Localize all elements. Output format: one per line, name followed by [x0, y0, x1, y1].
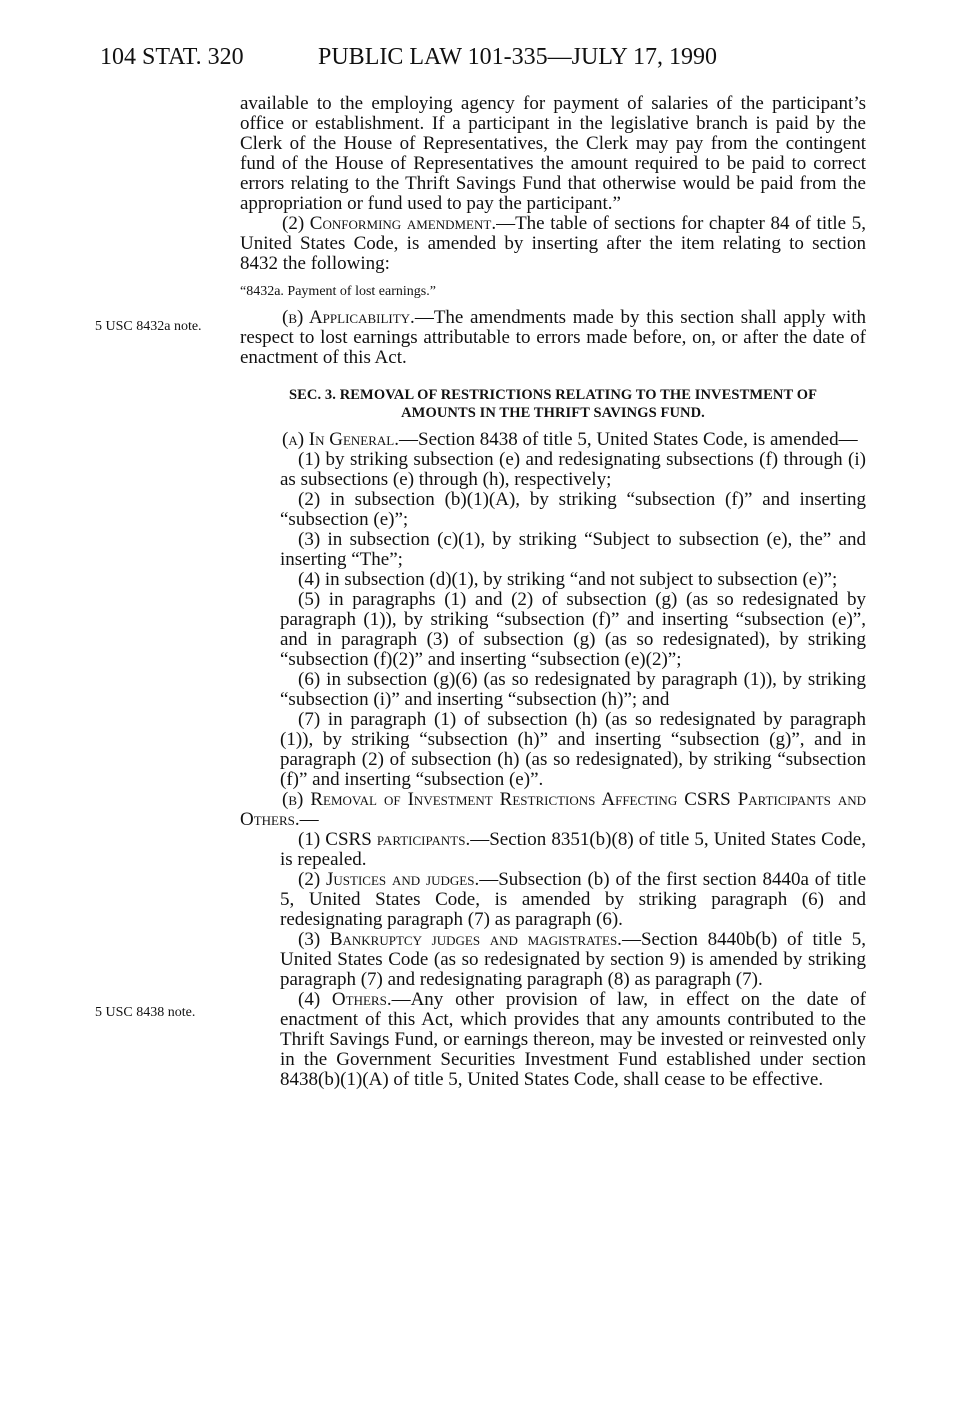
text-justices-judges: —Subsection (b) of the first section 8440a of title 5, United States Code, is amended by striking paragraph (6) and redesignating paragraph (7) as paragraph (6). [280, 869, 867, 930]
document-body [240, 94, 866, 1090]
text-in-general: —Section 8438 of title 5, United States Code, is amended— [399, 429, 858, 450]
page-stat-number: 104 STAT. 320 [100, 44, 244, 70]
list-item-a7: (7) in paragraph (1) of subsection (h) (as so redesignated by paragraph (1)), by striking “subsection (h)” and inserting “subsection (g)”, and in paragraph (2) of subsection (h) (as so redesignated), by striking “subsection (f)” and inserting “subsection (e)”. [280, 709, 866, 790]
list-item-a3: (3) in subsection (c)(1), by striking “Subject to subsection (e), the” and inserting “The”; [280, 529, 866, 570]
list-item-a1: (1) by striking subsection (e) and redesignating subsections (f) through (i) as subsections (e) through (h), respectively; [280, 449, 866, 490]
inserted-item-quote: “8432a. Payment of lost earnings.” [240, 284, 436, 299]
heading-applicability: (b) Applicability. [282, 307, 415, 328]
heading-others: (4) Others. [298, 989, 392, 1010]
heading-conforming-amendment: (2) Conforming amendment. [282, 213, 497, 234]
page-running-title: PUBLIC LAW 101-335—JULY 17, 1990 [318, 44, 717, 70]
paragraph-in-general [240, 430, 866, 450]
paragraph-removal-restrictions [240, 790, 866, 830]
section-3-heading-line1: SEC. 3. REMOVAL OF RESTRICTIONS RELATING TO THE INVESTMENT OF [288, 387, 818, 403]
paragraph-conforming-amendment [240, 214, 866, 274]
list-item-a4: (4) in subsection (d)(1), by striking “and not subject to subsection (e)”; [298, 569, 838, 590]
text-applicability: —The amendments made by this section shall apply with respect to lost earnings attributable to errors made before, on, or after the date of enactment of this Act. [240, 307, 867, 368]
heading-in-general: (a) In General. [282, 429, 399, 450]
list-item-b3 [240, 930, 866, 990]
list-item-b1 [240, 830, 866, 870]
text-others: —Any other provision of law, in effect on the date of enactment of this Act, which provides that any amounts contributed to the Thrift Savings Fund, or earnings thereon, may be invested or reinvested only in the Government Securities Investment Fund established under section 8438(b)(1)(A) of title 5, United States Code, shall cease to be effective. [280, 989, 867, 1090]
list-item-b4 [240, 990, 866, 1090]
list-item-a2: (2) in subsection (b)(1)(A), by striking “subsection (f)” and inserting “subsection (e)”; [280, 489, 866, 530]
heading-removal-restrictions: (b) Removal of Investment Restrictions Affecting CSRS Participants and Others. [240, 789, 866, 830]
margin-note-8432a: 5 USC 8432a note. [95, 319, 202, 334]
list-item-a5: (5) in paragraphs (1) and (2) of subsection (g) (as so redesignated by paragraph (1)), by striking “subsection (f)” and inserting “subsection (e)”, and in paragraph (3) of subsection (g) (as so redesignated), by striking “subsection (f)(2)” and inserting “subsection (e)(2)”; [280, 589, 866, 670]
heading-bankruptcy-judges: (3) Bankruptcy judges and magistrates. [298, 929, 622, 950]
text-bankruptcy-judges: —Section 8440b(b) of title 5, United States Code (as so redesignated by section 9) is amended by striking paragraph (7) and redesignating paragraph (8) as paragraph (7). [280, 929, 866, 990]
text-conforming-amendment: —The table of sections for chapter 84 of title 5, United States Code, is amended by inserting after the item relating to section 8432 the following: [240, 213, 866, 274]
paragraph-applicability [240, 308, 866, 368]
list-item-a6: (6) in subsection (g)(6) (as so redesignated by paragraph (1)), by striking “subsection (i)” and inserting “subsection (h)”; and [280, 669, 866, 710]
heading-justices-judges: (2) Justices and judges. [298, 869, 480, 890]
margin-note-8438: 5 USC 8438 note. [95, 1005, 196, 1020]
paragraph-continuation: available to the employing agency for payment of salaries of the participant’s office or establishment. If a participant in the legislative branch is paid by the Clerk of the House of Representatives, the Clerk may pay from the contingent fund of the House of Representatives the amount required to be paid to correct errors relating to the Thrift Savings Fund that otherwise would be paid from the appropriation or fund used to pay the participant.” [240, 93, 866, 214]
text-csrs-participants: —Section 8351(b)(8) of title 5, United States Code, is repealed. [280, 829, 866, 870]
section-3-heading [240, 386, 866, 422]
heading-removal-dash: — [299, 809, 319, 830]
section-3-heading-line2: AMOUNTS IN THE THRIFT SAVINGS FUND. [401, 405, 705, 421]
list-item-b2 [240, 870, 866, 930]
heading-csrs-participants: (1) CSRS participants. [298, 829, 471, 850]
